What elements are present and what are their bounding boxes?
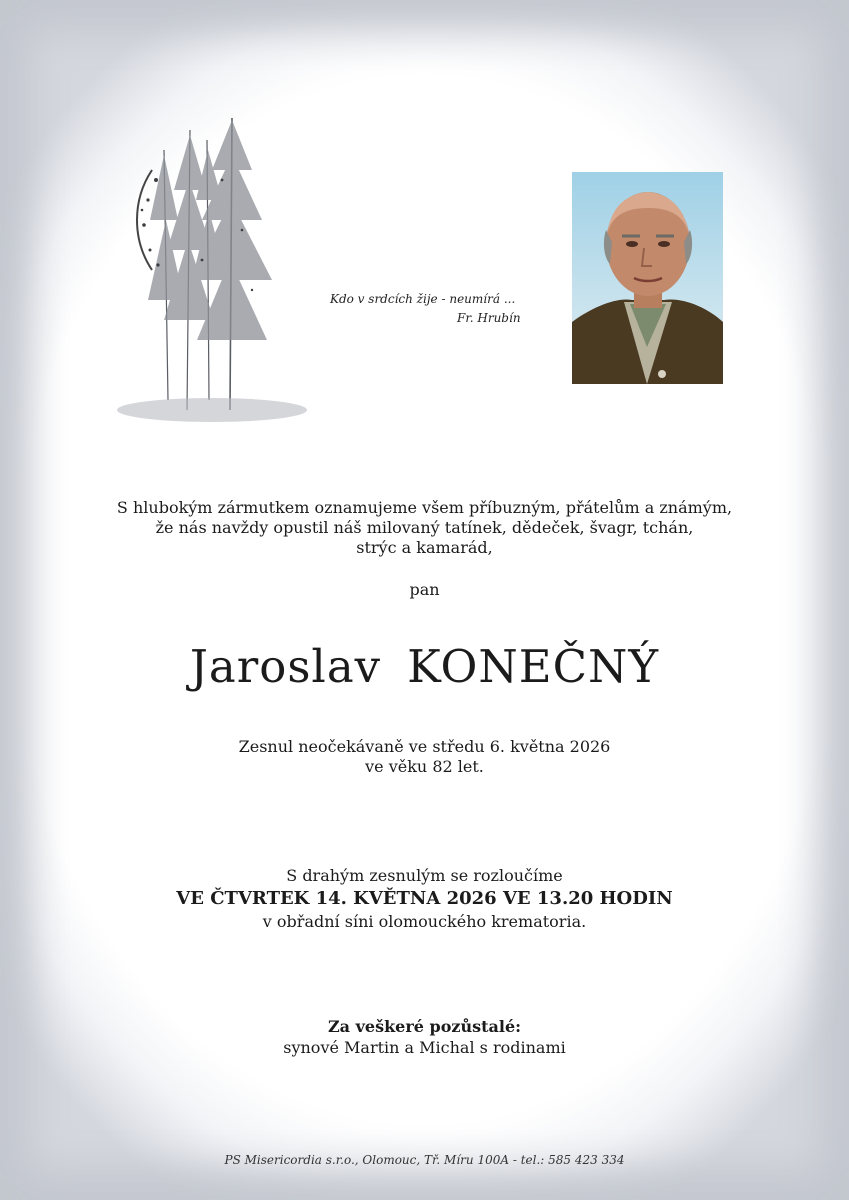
survivors-heading: Za veškeré pozůstalé: [327,1017,522,1036]
last-name: KONEČNÝ [407,640,660,693]
motto-quote [330,290,550,328]
first-name: Jaroslav [189,640,382,693]
portrait-photo [572,172,723,384]
funeral-service-footer: PS Misericordia s.r.o., Olomouc, Tř. Míru 100A - tel.: 585 423 334 [224,1153,625,1167]
announcement-line-3: strýc a kamarád, [356,538,493,557]
farewell-intro: S drahým zesnulým se rozloučíme [286,866,563,885]
death-info [60,737,789,777]
age-line: ve věku 82 let. [365,757,484,776]
honorific: pan [409,580,440,599]
survivors-names: synové Martin a Michal s rodinami [283,1038,566,1057]
announcement-line-2: že nás navždy opustil náš milovaný tatínek, dědeček, švagr, tchán, [155,518,694,537]
motto-author: Fr. Hrubín [457,311,521,325]
death-date-line: Zesnul neočekávaně ve středu 6. května 2026 [238,737,611,756]
announcement-text [60,498,789,558]
deceased-name [60,636,789,698]
announcement-line-1: S hlubokým zármutkem oznamujeme všem příbuzným, přátelům a známým, [116,498,733,517]
farewell-place: v obřadní síni olomouckého krematoria. [262,912,587,931]
farewell-info [60,865,789,933]
pine-trees-illustration [112,110,322,440]
farewell-datetime: VE ČTVRTEK 14. KVĚTNA 2026 VE 13.20 HODIN [176,888,673,909]
motto-text: Kdo v srdcích žije - neumírá ... [330,292,516,306]
survivors-info [60,1016,789,1058]
